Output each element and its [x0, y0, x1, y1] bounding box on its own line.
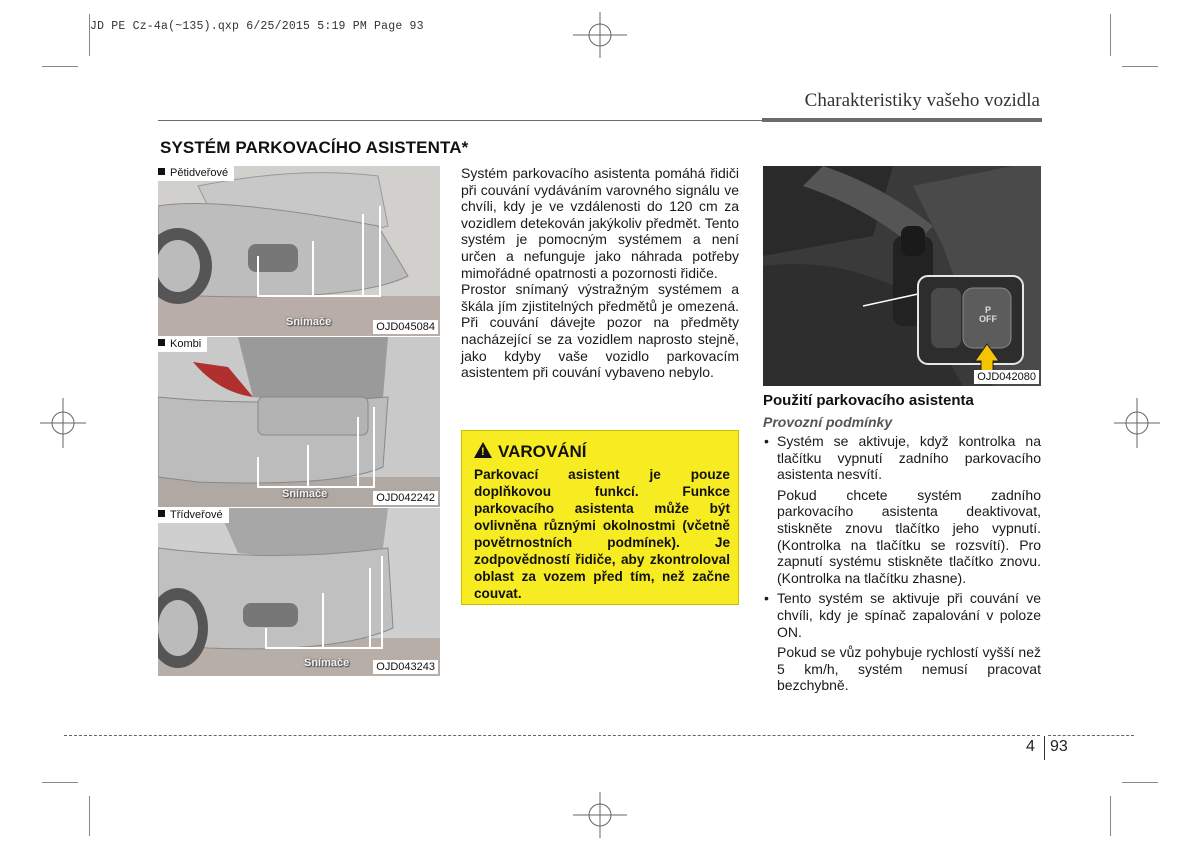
figure-code: OJD045084	[373, 320, 438, 334]
print-slug: JD PE Cz-4a(~135).qxp 6/25/2015 5:19 PM Page 93	[90, 20, 424, 33]
crop-mark	[1110, 796, 1111, 836]
crop-mark	[89, 14, 90, 56]
sensor-label: Snímače	[282, 488, 328, 500]
car-illustration	[158, 166, 440, 336]
footer-rule-left	[64, 735, 1040, 736]
page-number-separator	[1044, 736, 1045, 760]
chapter-title: Charakteristiky vašeho vozidla	[804, 90, 1040, 111]
registration-mark-right	[1114, 398, 1160, 448]
list-item-continuation: Pokud se vůz pohybuje rychlostí vyšší než 5 km/h, systém nemusí pracovat bezchybně.	[777, 644, 1041, 694]
registration-mark-bottom	[573, 792, 627, 838]
crop-mark	[89, 796, 90, 836]
figure-label: Třídveřové	[158, 508, 229, 523]
figure-three-door	[158, 508, 440, 676]
interior-illustration	[763, 166, 1041, 386]
list-item-continuation: Pokud chcete systém zadního parkovacího asistenta deaktivovat, stiskněte znovu tlačítko jeho vypnutí. (Kontrolka na tlačítku se rozsvítí). Pro zapnutí systému stiskněte tlačítko znovu. (Kontrolka na tlačítku zhasne).	[777, 486, 1041, 586]
footer-rule-right	[1048, 735, 1134, 736]
crop-mark	[42, 782, 78, 783]
chapter-number: 4	[1026, 738, 1035, 755]
figure-five-door	[158, 166, 440, 336]
subheading: Použití parkovacího asistenta	[763, 392, 974, 409]
figure-label: Kombi	[158, 337, 207, 352]
car-illustration	[158, 337, 440, 507]
warning-heading: ! VAROVÁNÍ	[474, 442, 586, 462]
figure-label: Pětidveřové	[158, 166, 234, 181]
warning-text: Parkovací asistent je pouze doplňkovou funkcí. Funkce parkovacího asistenta může být ovlivněna různými okolnostmi (včetně povětrnostních podmínek). Je zodpovědností řidiče, aby zkontroloval oblast za vozem před tím, než začne couvat.	[474, 467, 730, 601]
sensor-label: Snímače	[304, 657, 350, 669]
crop-mark	[1122, 782, 1158, 783]
crop-mark	[1110, 14, 1111, 56]
warning-box	[461, 430, 739, 605]
list-item: • Tento systém se aktivuje při couvání ve chvíli, kdy je spínač zapalování v poloze ON.	[764, 590, 1041, 640]
registration-mark-left	[40, 398, 86, 448]
car-illustration	[158, 508, 440, 676]
body-text	[461, 165, 739, 381]
page-number: 93	[1050, 738, 1068, 755]
right-column-text	[763, 433, 1041, 694]
parking-off-button-label: P OFF	[979, 305, 997, 324]
bullet: •	[764, 433, 769, 449]
registration-mark-top	[573, 12, 627, 58]
body-paragraph: Systém parkovacího asistenta pomáhá řidiči při couvání vydáváním varovného signálu ve chvíli, kdy je ve vzdálenosti do 120 cm za vozidlem detekován jakýkoliv předmět. Tento systém je pomocným systémem a není určen a nefunguje jako náhrada potřeby mimořádné opatrnosti a pozornosti řidiče.	[461, 165, 739, 281]
crop-mark	[42, 66, 78, 67]
figure-code: OJD043243	[373, 660, 438, 674]
figure-code: OJD042242	[373, 491, 438, 505]
interior-photo	[763, 166, 1041, 386]
section-title: SYSTÉM PARKOVACÍHO ASISTENTA*	[160, 138, 469, 157]
sensor-label: Snímače	[286, 316, 332, 328]
sub-subheading: Provozní podmínky	[763, 414, 893, 430]
warning-triangle-icon: !	[474, 442, 492, 458]
list-item: • Systém se aktivuje, když kontrolka na tlačítku vypnutí zadního parkovacího asistenta nesvítí.	[764, 433, 1041, 483]
photo-code: OJD042080	[974, 370, 1039, 384]
body-paragraph: Prostor snímaný výstražným systémem a škála jím zjistitelných předmětů je omezená. Při couvání dávejte pozor na předměty nacházející se za vozidlem naprosto stejně, jako kdyby vaše vozidlo parkovacím asistentem při couvání vybaveno nebylo.	[461, 281, 739, 381]
header-rule-thin	[158, 120, 762, 121]
bullet: •	[764, 590, 769, 607]
crop-mark	[1122, 66, 1158, 67]
figure-kombi	[158, 337, 440, 507]
header-rule	[762, 118, 1042, 122]
